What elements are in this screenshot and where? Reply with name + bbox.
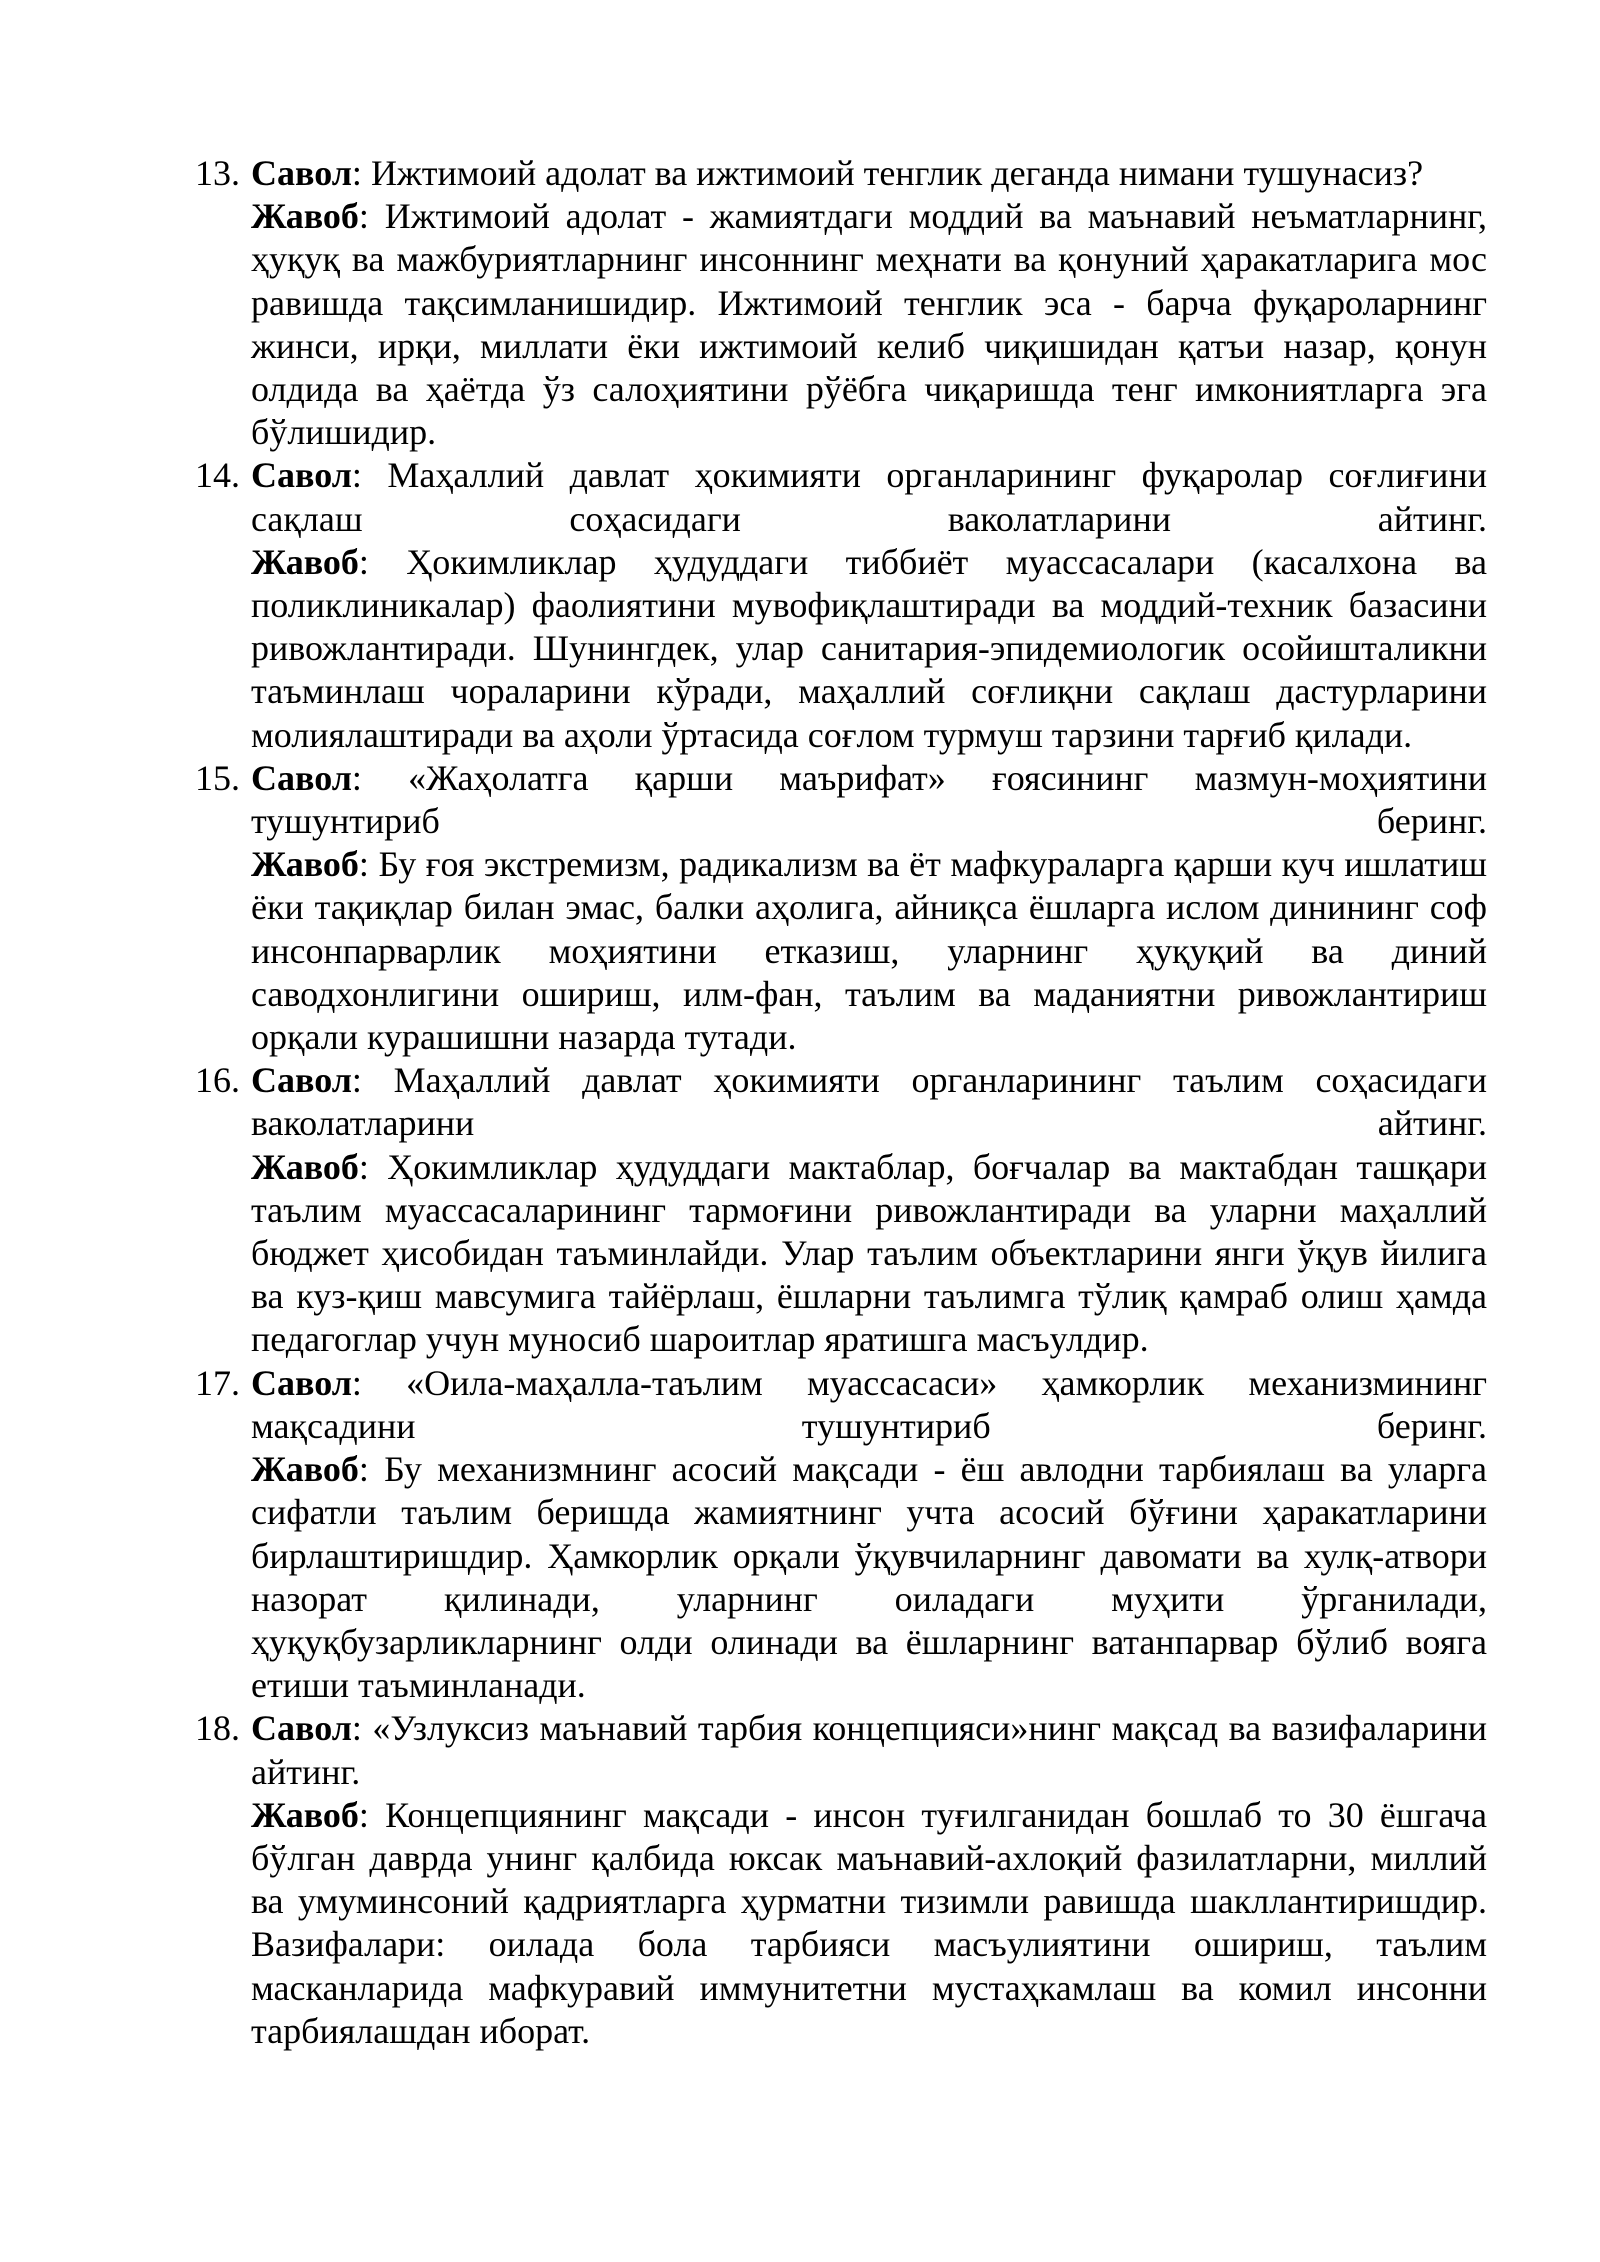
question-paragraph: Савол: «Жаҳолатга қарши маърифат» ғоясининг мазмун-моҳиятини тушунтириб беринг. xyxy=(251,757,1487,842)
answer-paragraph: Жавоб: Концепциянинг мақсади - инсон туғилганидан бошлаб то 30 ёшгача бўлган даврда унинг қалбида юксак маънавий-ахлоқий фазилатларни, миллий ва умуминсоний қадриятларга ҳурматни тизимли равишда шакллантиришдир. Вазифалари: оилада бола тарбияси масъулиятини ошириш, таълим масканларида мафкуравий иммунитетни мустаҳкамлаш ва комил инсонни тарбиялашдан иборат. xyxy=(251,1794,1487,2051)
question-paragraph: Савол: Ижтимоий адолат ва ижтимоий тенглик деганда нимани тушунасиз? xyxy=(251,153,1424,193)
question-answer-list xyxy=(195,152,1487,2053)
item-number: 15. xyxy=(195,757,240,798)
answer-text: Ижтимоий адолат - жамиятдаги моддий ва маънавий неъматларнинг, ҳуқуқ ва мажбуриятларнинг инсоннинг меҳнати ва қонуний ҳаракатларига мос равишда тақсимланишидир. Ижтимоий тенглик эса - барча фуқароларнинг жинси, ирқи, миллати ёки ижтимоий келиб чиқишидан қатъи назар, қонун олдида ва ҳаётда ўз салоҳиятини рўёбга чиқаришда тенг имкониятларга эга бўлишидир. xyxy=(251,196,1487,453)
item-number: 17. xyxy=(195,1362,240,1403)
question-label: Савол xyxy=(251,1708,352,1749)
answer-text: Ҳокимликлар ҳудуддаги мактаблар, боғчалар ва мактабдан ташқари таълим муассасаларининг тармоғини ривожлантиради ва уларни маҳаллий бюджет ҳисобидан таъминлайди. Улар таълим объектларини янги ўқув йилига ва куз-қиш мавсумига тайёрлаш, ёшларни таълимга тўлиқ қамраб олиш ҳамда педагоглар учун муносиб шароитлар яратишга масъулдир. xyxy=(251,1146,1487,1360)
item-number: 14. xyxy=(195,455,240,496)
item-number: 18. xyxy=(195,1708,240,1749)
question-label: Савол xyxy=(251,153,352,193)
question-label: Савол xyxy=(251,757,352,798)
question-paragraph: Савол: «Оила-маҳалла-таълим муассасаси» ҳамкорлик механизмининг мақсадини тушунтириб беринг. xyxy=(251,1362,1487,1446)
question-label: Савол xyxy=(251,1060,352,1101)
question-text: «Узлуксиз маънавий тарбия концепцияси»нинг мақсад ва вазифаларини айтинг. xyxy=(251,1708,1487,1792)
question-paragraph: Савол: Маҳаллий давлат ҳокимияти органларининг фуқаролар соғлиғини сақлаш соҳасидаги ваколатларини айтинг. xyxy=(251,455,1487,539)
answer-label: Жавоб xyxy=(251,844,359,885)
question-label: Савол xyxy=(251,455,352,496)
list-item-13 xyxy=(195,152,1487,454)
question-paragraph: Савол: «Узлуксиз маънавий тарбия концепцияси»нинг мақсад ва вазифаларини айтинг. xyxy=(251,1708,1487,1792)
question-text: Маҳаллий давлат ҳокимияти органларининг таълим соҳасидаги ваколатларини айтинг. xyxy=(251,1060,1487,1144)
list-item-17 xyxy=(195,1362,1487,1708)
answer-text: Концепциянинг мақсади - инсон туғилганидан бошлаб то 30 ёшгача бўлган даврда унинг қалбида юксак маънавий-ахлоқий фазилатларни, миллий ва умуминсоний қадриятларга ҳурматни тизимли равишда шакллантиришдир. Вазифалари: оилада бола тарбияси масъулиятини ошириш, таълим масканларида мафкуравий иммунитетни мустаҳкамлаш ва комил инсонни тарбиялашдан иборат. xyxy=(251,1794,1487,2051)
answer-label: Жавоб xyxy=(251,541,359,582)
answer-label: Жавоб xyxy=(251,196,359,237)
answer-label: Жавоб xyxy=(251,1146,359,1187)
question-text: Маҳаллий давлат ҳокимияти органларининг фуқаролар соғлиғини сақлаш соҳасидаги ваколатларини айтинг. xyxy=(251,455,1487,539)
answer-text: Бу механизмнинг асосий мақсади - ёш авлодни тарбиялаш ва уларга сифатли таълим беришда жамиятнинг учта асосий бўғини ҳаракатларини бирлаштиришдир. Ҳамкорлик орқали ўқувчиларнинг давомати ва хулқ-атвори назорат қилинади, уларнинг оиладаги муҳити ўрганилади, ҳуқуқбузарликларнинг олди олинади ва ёшларнинг ватанпарвар бўлиб вояга етиши таъминланади. xyxy=(251,1449,1487,1706)
list-item-14 xyxy=(195,454,1487,756)
answer-paragraph: Жавоб: Ижтимоий адолат - жамиятдаги моддий ва маънавий неъматларнинг, ҳуқуқ ва мажбуриятларнинг инсоннинг меҳнати ва қонуний ҳаракатларига мос равишда тақсимланишидир. Ижтимоий тенглик эса - барча фуқароларнинг жинси, ирқи, миллати ёки ижтимоий келиб чиқишидан қатъи назар, қонун олдида ва ҳаётда ўз салоҳиятини рўёбга чиқаришда тенг имкониятларга эга бўлишидир. xyxy=(251,196,1487,453)
list-item-16 xyxy=(195,1059,1487,1361)
question-text: Ижтимоий адолат ва ижтимоий тенглик деганда нимани тушунасиз? xyxy=(370,153,1424,193)
question-label: Савол xyxy=(251,1362,352,1403)
question-text: «Оила-маҳалла-таълим муассасаси» ҳамкорлик механизмининг мақсадини тушунтириб беринг. xyxy=(251,1362,1487,1446)
answer-text: Бу ғоя экстремизм, радикализм ва ёт мафкураларга қарши куч ишлатиш ёки тақиқлар билан эмас, балки аҳолига, айниқса ёшларга ислом динининг соф инсонпарварлик моҳиятини етказиш, уларнинг ҳуқуқий ва диний саводхонлигини ошириш, илм-фан, таълим ва маданиятни ривожлантириш орқали курашишни назарда тутади. xyxy=(251,844,1487,1058)
answer-text: Ҳокимликлар ҳудуддаги тиббиёт муассасалари (касалхона ва поликлиникалар) фаолиятини мувофиқлаштиради ва моддий-техник базасини ривожлантиради. Шунингдек, улар санитария-эпидемиологик осойишталикни таъминлаш чораларини кўради, маҳаллий соғлиқни сақлаш дастурларини молиялаштиради ва аҳоли ўртасида соғлом турмуш тарзини тарғиб қилади. xyxy=(251,541,1487,755)
answer-paragraph: Жавоб: Ҳокимликлар ҳудуддаги тиббиёт муассасалари (касалхона ва поликлиникалар) фаолиятини мувофиқлаштиради ва моддий-техник базасини ривожлантиради. Шунингдек, улар санитария-эпидемиологик осойишталикни таъминлаш чораларини кўради, маҳаллий соғлиқни сақлаш дастурларини молиялаштиради ва аҳоли ўртасида соғлом турмуш тарзини тарғиб қилади. xyxy=(251,541,1487,755)
list-item-18 xyxy=(195,1707,1487,2053)
item-number: 16. xyxy=(195,1060,240,1101)
answer-label: Жавоб xyxy=(251,1449,359,1490)
answer-label: Жавоб xyxy=(251,1794,359,1835)
answer-paragraph: Жавоб: Бу механизмнинг асосий мақсади - ёш авлодни тарбиялаш ва уларга сифатли таълим беришда жамиятнинг учта асосий бўғини ҳаракатларини бирлаштиришдир. Ҳамкорлик орқали ўқувчиларнинг давомати ва хулқ-атвори назорат қилинади, уларнинг оиладаги муҳити ўрганилади, ҳуқуқбузарликларнинг олди олинади ва ёшларнинг ватанпарвар бўлиб вояга етиши таъминланади. xyxy=(251,1449,1487,1706)
list-item-15 xyxy=(195,757,1487,1059)
answer-paragraph: Жавоб: Бу ғоя экстремизм, радикализм ва ёт мафкураларга қарши куч ишлатиш ёки тақиқлар билан эмас, балки аҳолига, айниқса ёшларга ислом динининг соф инсонпарварлик моҳиятини етказиш, уларнинг ҳуқуқий ва диний саводхонлигини ошириш, илм-фан, таълим ва маданиятни ривожлантириш орқали курашишни назарда тутади. xyxy=(251,844,1487,1058)
question-paragraph: Савол: Маҳаллий давлат ҳокимияти органларининг таълим соҳасидаги ваколатларини айтинг. xyxy=(251,1060,1487,1144)
answer-paragraph: Жавоб: Ҳокимликлар ҳудуддаги мактаблар, боғчалар ва мактабдан ташқари таълим муассасаларининг тармоғини ривожлантиради ва уларни маҳаллий бюджет ҳисобидан таъминлайди. Улар таълим объектларини янги ўқув йилига ва куз-қиш мавсумига тайёрлаш, ёшларни таълимга тўлиқ қамраб олиш ҳамда педагоглар учун муносиб шароитлар яратишга масъулдир. xyxy=(251,1146,1487,1360)
item-number: 13. xyxy=(195,153,240,193)
question-text: «Жаҳолатга қарши маърифат» ғоясининг мазмун-моҳиятини тушунтириб беринг. xyxy=(251,757,1487,842)
